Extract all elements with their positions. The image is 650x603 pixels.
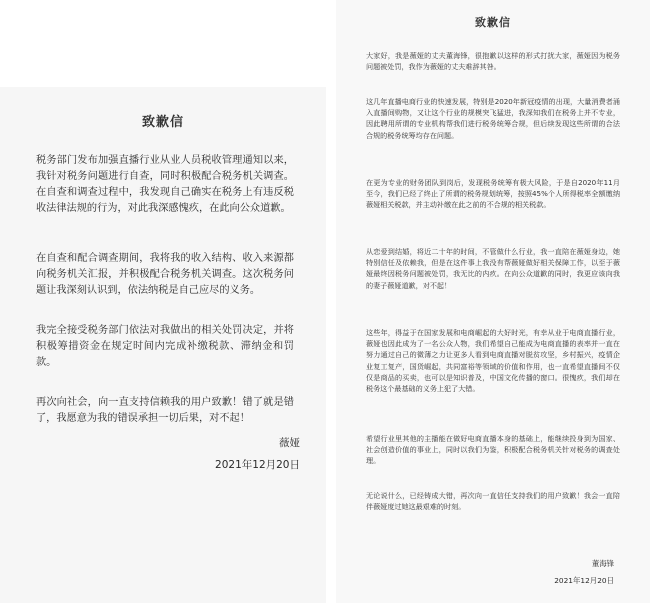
left-paragraph-2: 在自查和配合调查期间，我将我的收入结构、收入来源都向税务机关汇报，并积极配合税务机关调查。这次税务问题让我深刻认识到，依法纳税是自己应尽的义务。 bbox=[36, 253, 294, 296]
left-paragraph-3: 我完全接受税务部门依法对我做出的相关处罚决定，并将积极筹措资金在规定时间内完成补缴税款、滞纳金和罚款。 bbox=[36, 325, 294, 368]
right-paragraph-6: 希望行业里其他的主播能在做好电商直播本身的基础上，能继续投身到为国家、社会创造价值的事业上，同时以我们为鉴，积极配合税务机关针对税务的调查处理。 bbox=[366, 434, 620, 466]
left-date: 2021年12月20日 bbox=[215, 459, 300, 471]
right-letter-title: 致歉信 bbox=[475, 16, 511, 29]
right-date: 2021年12月20日 bbox=[554, 576, 614, 585]
right-paragraph-5: 这些年，得益于在国家发展和电商崛起的大好时光，有幸从业于电商直播行业，薇娅也因此成为了一名公众人物，我们希望自己能成为电商直播的表率并一直在努力通过自己的微薄之力让更多人看到电商直播对脱贫攻坚，乡村振兴，疫情企业复工复产，国货崛起，共同富裕等领域的价值和作用，也一直希望直播间不仅仅是商品的买卖，也可以是知识普及，中国文化传播的窗口。很愧疚，我们却在税务这个最基础的义务上犯了大错。 bbox=[366, 328, 620, 394]
right-paragraph-4: 从恋爱到结婚，将近二十年的时间，不管做什么行业，我一直陪在薇娅身边，她特别信任及依赖我，但是在这件事上我没有帮薇娅做好相关保障工作，以至于薇娅最终因税务问题被处罚，我无比的内疚。在向公众道歉的同时，我更应该向我的妻子薇娅道歉，对不起！ bbox=[366, 247, 620, 290]
left-letter-title: 致歉信 bbox=[141, 115, 184, 130]
left-letter bbox=[0, 87, 326, 603]
right-signature: 董海锋 bbox=[591, 559, 614, 568]
right-paragraph-2: 这几年直播电商行业的快速发展，特别是2020年新冠疫情的出现，大量消费者涌入直播间购物，又让这个行业的规模突飞猛进，我深知我们在税务上并不专业，因此聘用所谓的专业机构帮我们进行税务统筹合规，但后续发现这些所谓的合法合规的税务统筹均存在问题。 bbox=[366, 97, 620, 140]
left-paragraph-4: 再次向社会，向一直支持信赖我的用户致歉！错了就是错了，我愿意为我的错误承担一切后果，对不起！ bbox=[36, 397, 294, 424]
right-paragraph-1: 大家好，我是薇娅的丈夫董海锋，很抱歉以这样的形式打扰大家，薇娅因为税务问题被处罚，我作为薇娅的丈夫难辞其咎。 bbox=[366, 51, 620, 72]
right-paragraph-3: 在更为专业的财务团队到岗后，发现税务统筹有极大风险，于是自2020年11月至今，我们已经了终止了所谓的税务规划统筹，按照45%个人所得税率全额缴纳薇娅相关税款，并主动补缴在此之前的不合规的相关税款。 bbox=[366, 178, 620, 210]
left-paragraph-1: 税务部门发布加强直播行业从业人员税收管理通知以来，我针对税务问题进行自查，同时积极配合税务机关调查。在自查和调查过程中，我发现自己确实在税务上有违反税收法律法规的行为，对此我深感愧疚，在此向公众道歉。 bbox=[36, 155, 294, 214]
left-signature: 薇娅 bbox=[279, 437, 300, 449]
right-paragraph-7: 无论说什么，已经铸成大错，再次向一直信任支持我们的用户致歉！我会一直陪伴薇娅度过她这最艰难的时刻。 bbox=[366, 491, 620, 512]
right-letter bbox=[336, 0, 650, 603]
